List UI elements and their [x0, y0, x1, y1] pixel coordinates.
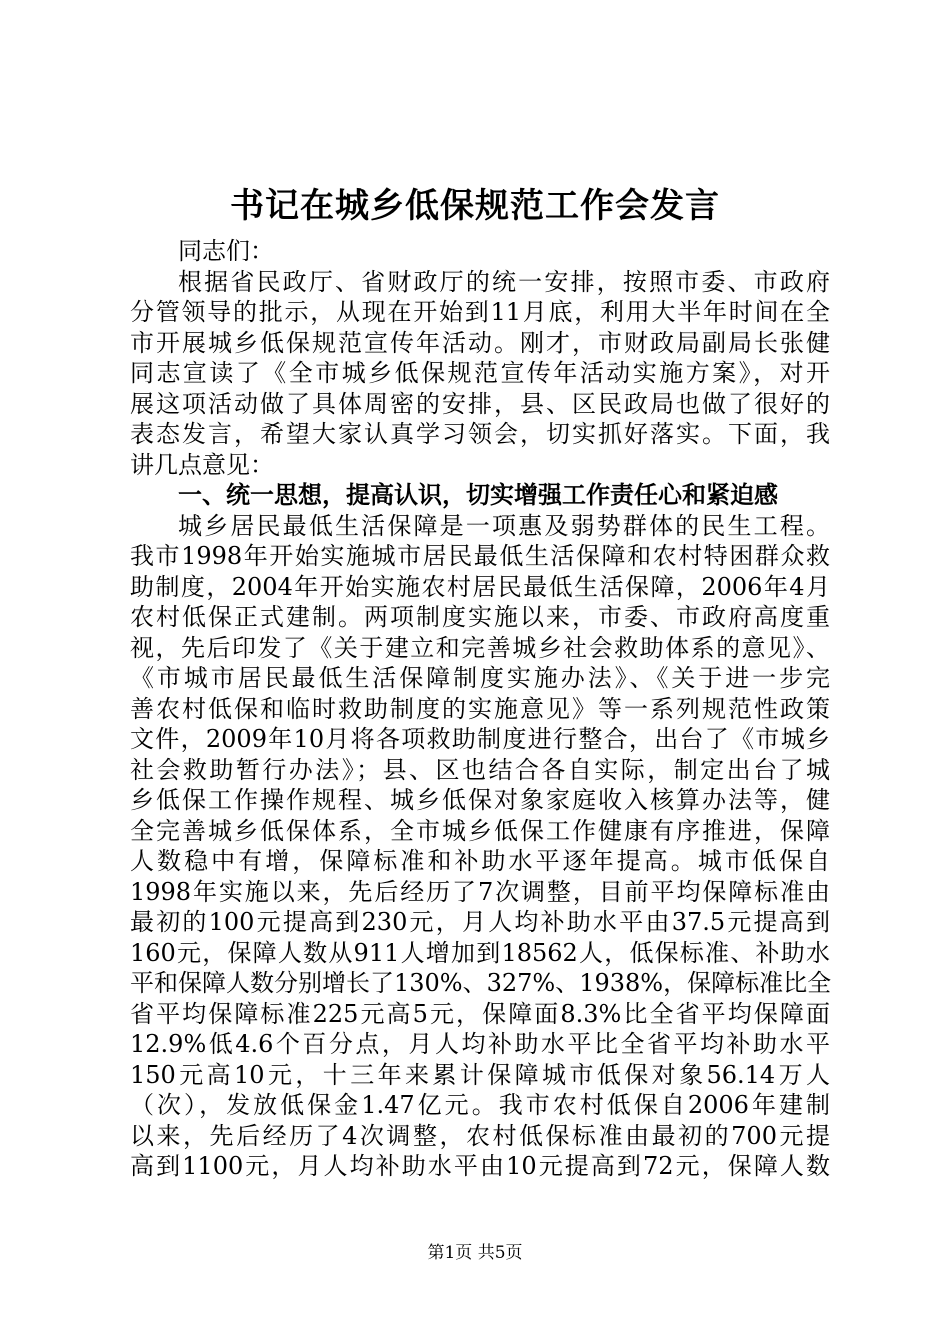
text-line: 展这项活动做了具体周密的安排，县、区民政局也做了很好的 [130, 389, 830, 418]
text-line: 善农村低保和临时救助制度的实施意见》等一系列规范性政策 [130, 694, 830, 723]
text-line: 表态发言，希望大家认真学习领会，切实抓好落实。下面，我 [130, 420, 830, 448]
text-line: 12.9%低4.6个百分点，月人均补助水平比全省平均补助水平 [130, 1030, 830, 1058]
text-line: 助制度，2004年开始实施农村居民最低生活保障，2006年4月 [130, 572, 830, 601]
text-line: 文件，2009年10月将各项救助制度进行整合，出台了《市城乡 [130, 725, 830, 753]
page-footer: 第1页 共5页 [427, 1243, 523, 1263]
text-line: 最初的100元提高到230元，月人均补助水平由37.5元提高到 [130, 908, 830, 936]
text-line: 150元高10元，十三年来累计保障城市低保对象56.14万人 [130, 1060, 830, 1089]
text-line: 《市城市居民最低生活保障制度实施办法》、《关于进一步完 [130, 664, 830, 692]
text-line: 160元，保障人数从911人增加到18562人，低保标准、补助水 [130, 938, 830, 967]
text-line: 农村低保正式建制。两项制度实施以来，市委、市政府高度重 [130, 603, 830, 631]
text-line: 讲几点意见： [130, 450, 274, 479]
text-line: 全完善城乡低保体系，全市城乡低保工作健康有序推进，保障 [130, 816, 830, 845]
text-line: 同志们： [178, 237, 274, 265]
document-title: 书记在城乡低保规范工作会发言 [230, 186, 720, 226]
text-line: 省平均保障标准225元高5元，保障面8.3%比全省平均保障面 [130, 999, 830, 1028]
text-line: 我市1998年开始实施城市居民最低生活保障和农村特困群众救 [130, 542, 830, 570]
document-body [130, 236, 830, 1182]
text-line: 根据省民政厅、省财政厅的统一安排，按照市委、市政府 [178, 267, 830, 296]
text-line: 人数稳中有增，保障标准和补助水平逐年提高。城市低保自 [130, 847, 830, 875]
text-line: 1998年实施以来，先后经历了7次调整，目前平均保障标准由 [130, 877, 830, 906]
text-line: 同志宣读了《全市城乡低保规范宣传年活动实施方案》，对开 [130, 359, 830, 387]
text-line: 市开展城乡低保规范宣传年活动。刚才，市财政局副局长张健 [130, 328, 830, 357]
text-line: 平和保障人数分别增长了130%、327%、1938%，保障标准比全 [130, 969, 832, 997]
text-line: （次），发放低保金1.47亿元。我市农村低保自2006年建制 [130, 1091, 830, 1119]
text-line: 高到1100元，月人均补助水平由10元提高到72元，保障人数 [130, 1152, 830, 1180]
text-line: 视，先后印发了《关于建立和完善城乡社会救助体系的意见》、 [130, 633, 830, 662]
text-line: 乡低保工作操作规程、城乡低保对象家庭收入核算办法等，健 [130, 786, 830, 814]
text-line: 城乡居民最低生活保障是一项惠及弱势群体的民生工程。 [178, 511, 830, 540]
section-heading: 一、统一思想，提高认识，切实增强工作责任心和紧迫感 [178, 480, 778, 509]
text-line: 社会救助暂行办法》；县、区也结合各自实际，制定出台了城 [130, 755, 830, 784]
text-line: 分管领导的批示，从现在开始到11月底，利用大半年时间在全 [130, 298, 830, 326]
text-line: 以来，先后经历了4次调整，农村低保标准由最初的700元提 [130, 1121, 830, 1150]
